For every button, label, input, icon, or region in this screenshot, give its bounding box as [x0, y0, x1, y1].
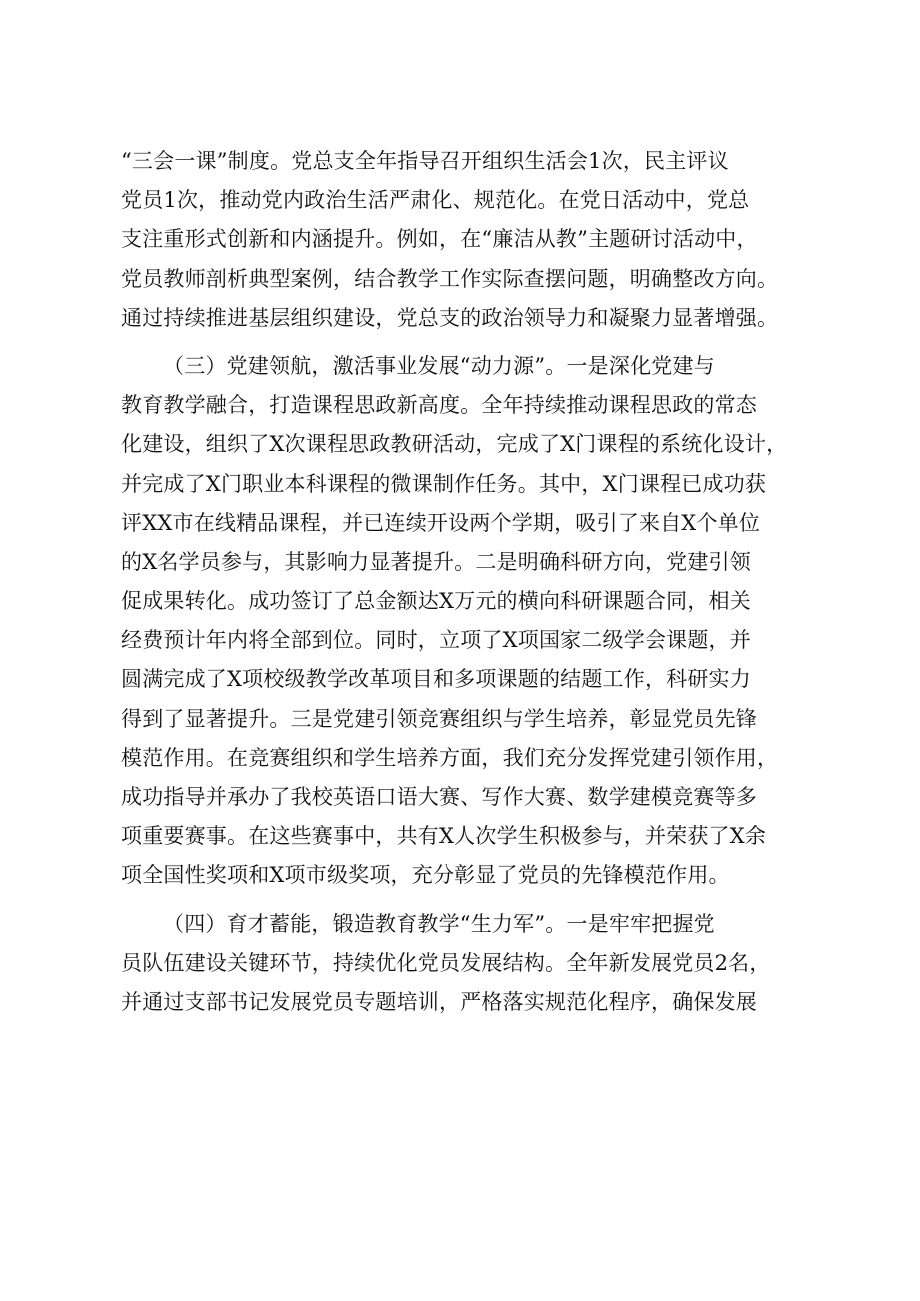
text-line: 的X名学员参与，其影响力显著提升。二是明确科研方向，党建引领 — [121, 549, 751, 574]
text-line: 支注重形式创新和内涵提升。例如，在“廉洁从教”主题研讨活动中， — [121, 227, 758, 252]
text-line: 并通过支部书记发展党员专题培训，严格落实规范化程序，确保发展 — [121, 989, 757, 1014]
paragraph-section-four — [121, 905, 821, 1023]
text-line: 员队伍建设关键环节，持续优化党员发展结构。全年新发展党员2名， — [121, 950, 771, 975]
text-line: 经费预计年内将全部到位。同时，立项了X项国家二级学会课题，并 — [121, 628, 751, 653]
paragraph-gap — [121, 896, 821, 905]
document-body — [121, 142, 821, 1022]
text-line: 党员1次，推动党内政治生活严肃化、规范化。在党日活动中，党总 — [121, 188, 750, 213]
text-line: 党员教师剖析典型案例，结合教学工作实际查摆问题，明确整改方向。 — [121, 266, 779, 291]
text-line: 通过持续推进基层组织建设，党总支的政治领导力和凝聚力显著增强。 — [121, 305, 779, 330]
text-line: “三会一课”制度。党总支全年指导召开组织生活会1次，民主评议 — [121, 149, 729, 173]
text-line: 评XX市在线精品课程，并已连续开设两个学期，吸引了来自X个单位 — [121, 510, 761, 535]
text-line: 项全国性奖项和X项市级奖项，充分彰显了党员的先锋模范作用。 — [121, 863, 730, 888]
text-line: 得到了显著提升。三是党建引领竞赛组织与学生培养，彰显党员先锋 — [121, 706, 757, 731]
text-line: 成功指导并承办了我校英语口语大赛、写作大赛、数学建模竞赛等多 — [121, 785, 757, 809]
paragraph-organization — [121, 142, 821, 338]
text-line: 促成果转化。成功签订了总金额达X万元的横向科研课题合同，相关 — [121, 589, 751, 614]
paragraph-gap — [121, 338, 821, 347]
section-heading-line: （三）党建领航，激活事业发展“动力源”。一是深化党建与 — [163, 353, 715, 378]
section-heading-line: （四）育才蓄能，锻造教育教学“生力军”。一是牢牢把握党 — [163, 911, 715, 936]
text-line: 模范作用。在竞赛组织和学生培养方面，我们充分发挥党建引领作用， — [121, 745, 779, 770]
text-line: 教育教学融合，打造课程思政新高度。全年持续推动课程思政的常态 — [121, 393, 757, 418]
text-line: 圆满完成了X项校级教学改革项目和多项课题的结题工作，科研实力 — [121, 667, 751, 692]
text-line: 化建设，组织了X次课程思政教研活动，完成了X门课程的系统化设计， — [121, 432, 788, 457]
text-line: 并完成了X门职业本科课程的微课制作任务。其中，X门课程已成功获 — [121, 471, 767, 496]
paragraph-section-three — [121, 347, 821, 896]
text-line: 项重要赛事。在这些赛事中，共有X人次学生积极参与，并荣获了X余 — [121, 824, 767, 849]
